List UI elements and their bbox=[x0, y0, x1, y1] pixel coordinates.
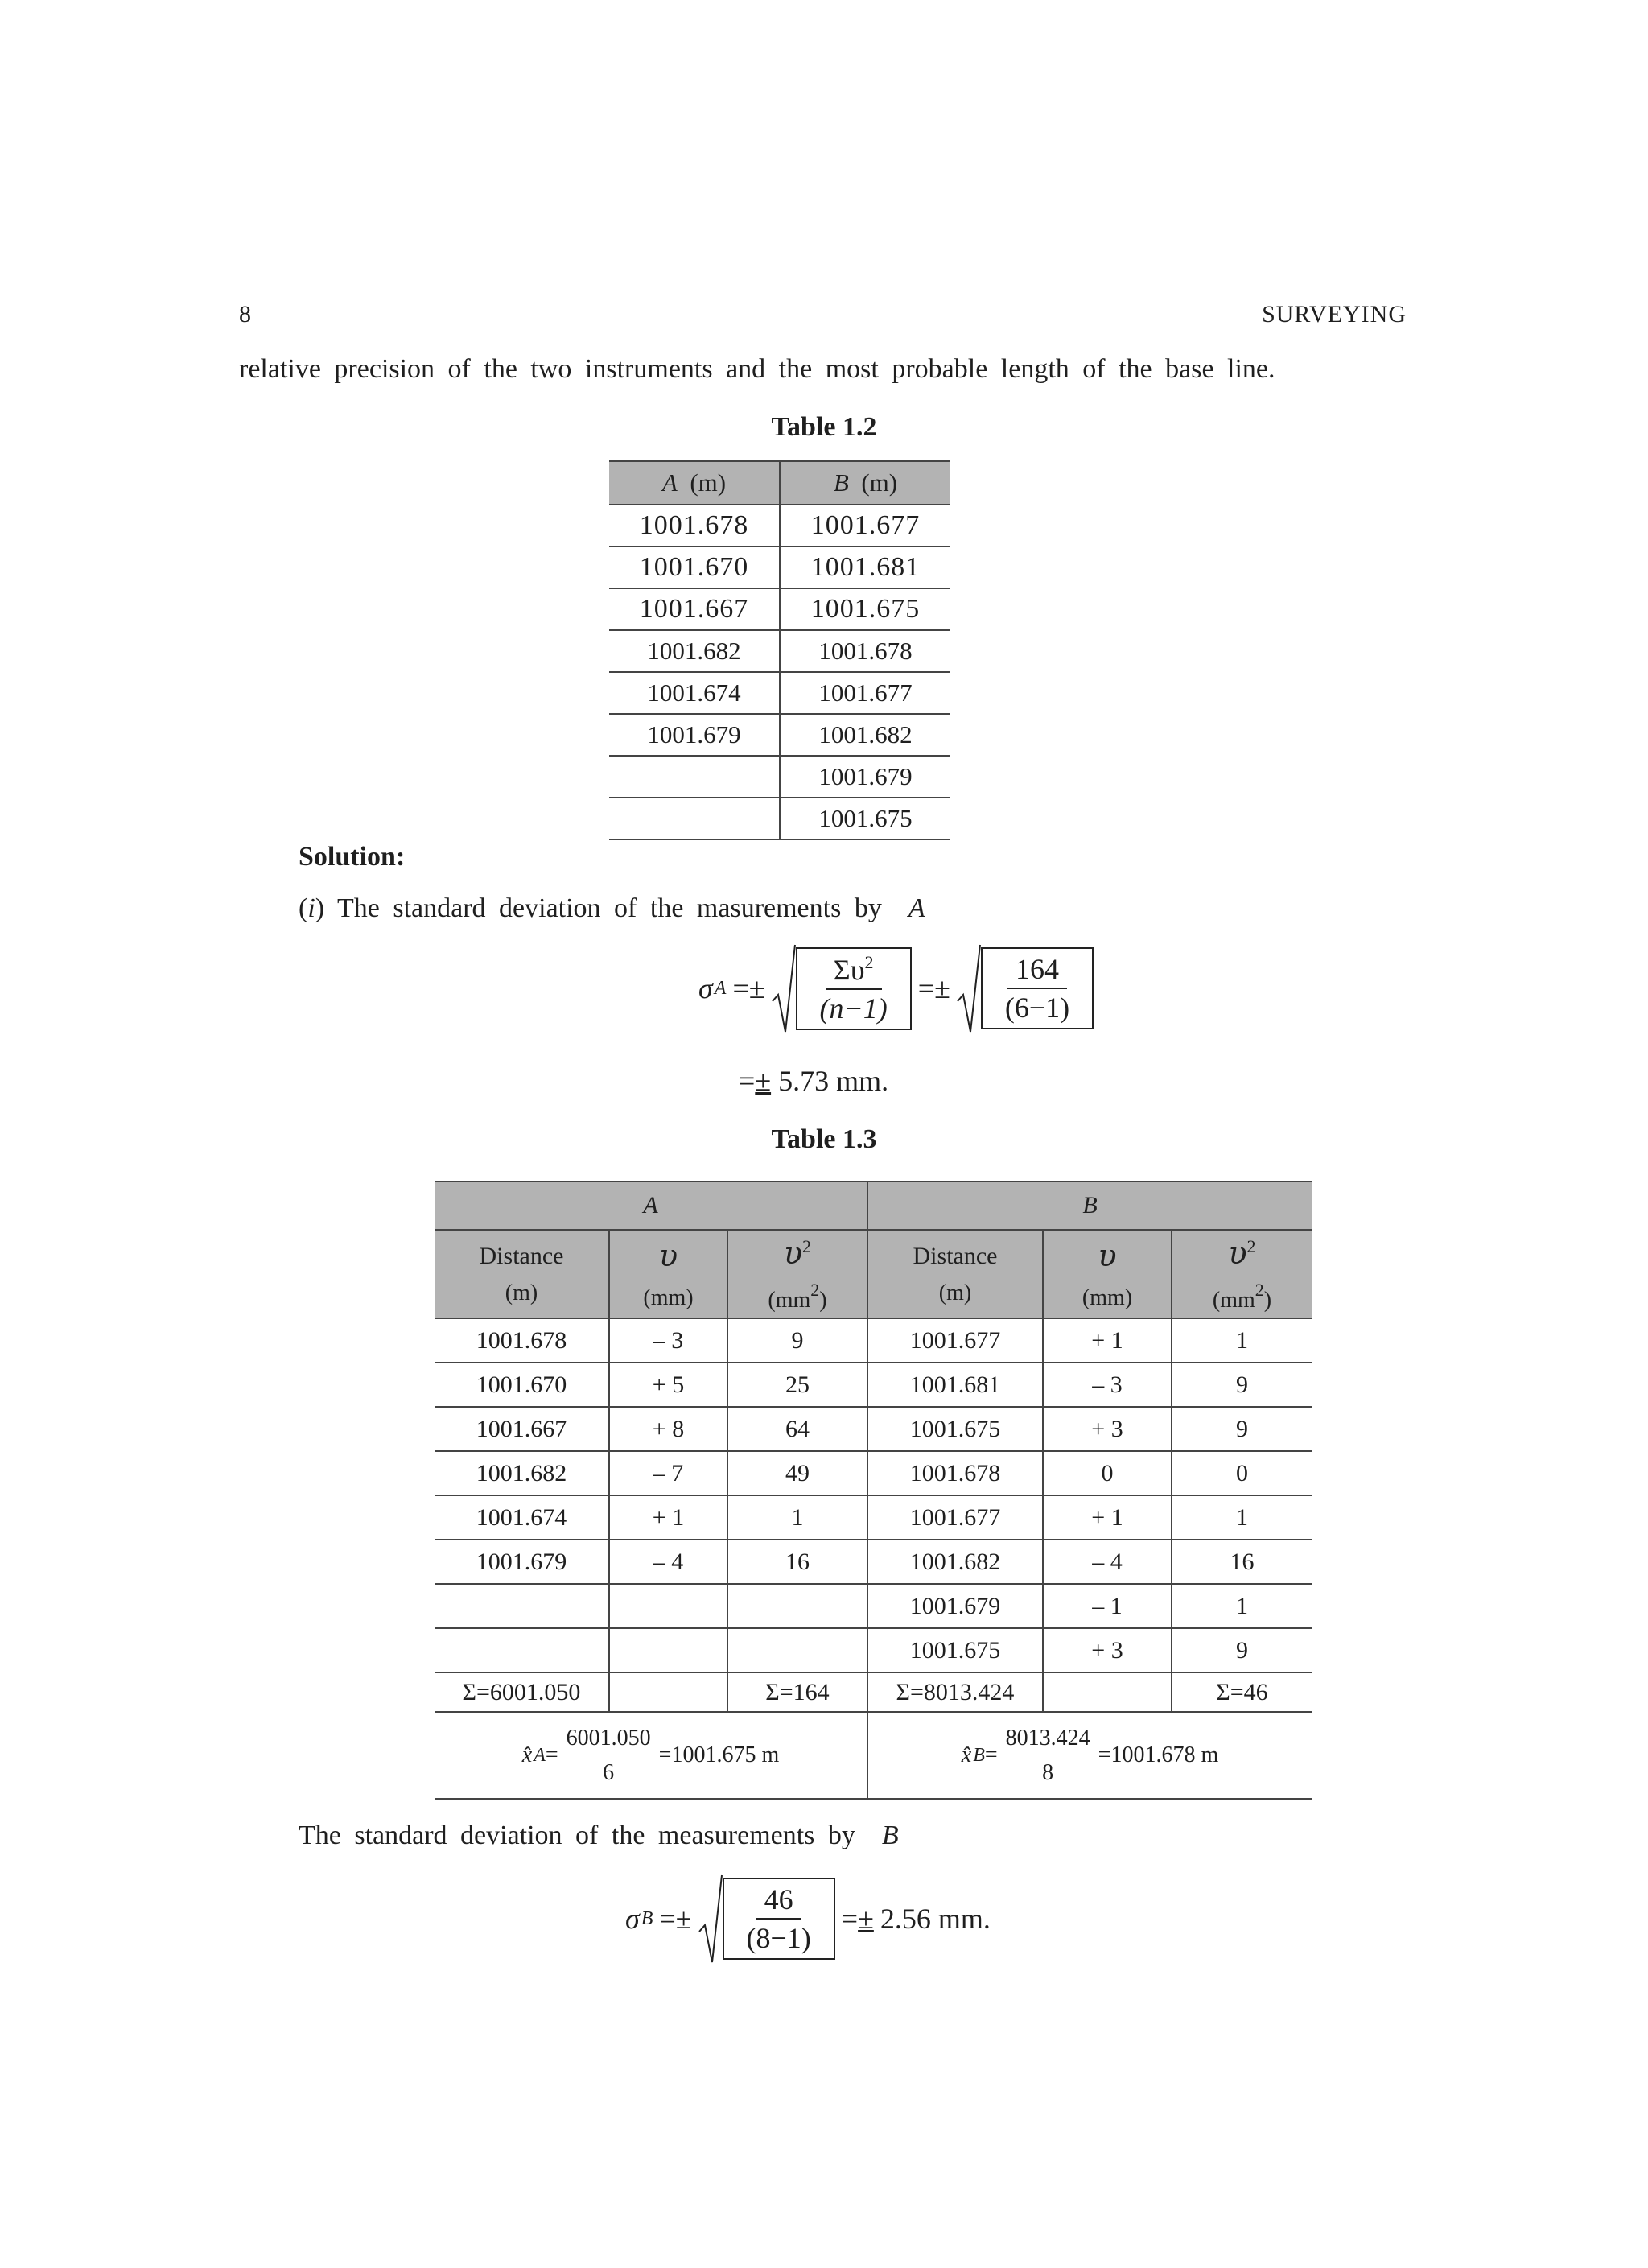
table-row: 1001.678 1001.677 bbox=[609, 505, 950, 546]
mean-a: x̂ A = $\frac{6001.050}{6}$ =1001.675 m bbox=[435, 1712, 867, 1799]
table-row: 1001.670 1001.681 bbox=[609, 546, 950, 588]
table-row: 1001.675 + 3 9 bbox=[435, 1628, 1312, 1672]
intro-paragraph: relative precision of the two instruments and the most probable length of the base line. bbox=[239, 354, 1275, 384]
sum-v2-b: Σ=46 bbox=[1172, 1672, 1312, 1712]
col-header-v-a: υ (mm) bbox=[609, 1230, 727, 1318]
col-header-v2-b: $\upsilon^2$ $(mm^2)$ bbox=[1172, 1230, 1312, 1318]
table-row: 1001.674 1001.677 bbox=[609, 672, 950, 714]
table-row: 1001.682 1001.678 bbox=[609, 630, 950, 672]
table-1-2 bbox=[609, 460, 950, 840]
table-row: 1001.667 1001.675 bbox=[609, 588, 950, 630]
group-header-a: A bbox=[435, 1181, 867, 1230]
col-header-v2-a: $\upsilon^2$ $(mm^2)$ bbox=[727, 1230, 867, 1318]
table-row: 1001.682 – 7 49 1001.678 0 0 bbox=[435, 1451, 1312, 1495]
mean-row bbox=[435, 1712, 1312, 1799]
col-header-distance-a: Distance (m) bbox=[435, 1230, 609, 1318]
sum-v2-a: Σ=164 bbox=[727, 1672, 867, 1712]
table-row: 1001.679 – 4 16 1001.682 – 4 16 bbox=[435, 1540, 1312, 1584]
table-row: 1001.679 – 1 1 bbox=[435, 1584, 1312, 1628]
formula-sigma-b: σ B =± $\frac{46}{(8-1)}$ =± 2.56 mm. bbox=[625, 1874, 991, 1964]
formula-sigma-a-result: = ± 5.73 mm. bbox=[739, 1065, 889, 1097]
col-header-v-b: υ (mm) bbox=[1043, 1230, 1172, 1318]
solution-heading: Solution: bbox=[299, 842, 406, 872]
table-row: 1001.670 + 5 25 1001.681 – 3 9 bbox=[435, 1363, 1312, 1407]
mean-b: x̂ B = $\frac{8013.424}{8}$ =1001.678 m bbox=[867, 1712, 1312, 1799]
sum-distance-a: Σ=6001.050 bbox=[435, 1672, 609, 1712]
sigma-b-statement: The standard deviation of the measurements by B bbox=[299, 1821, 899, 1850]
part-i-statement: (i) The standard deviation of the masurements by A bbox=[299, 893, 925, 923]
col-header-a: A (m) bbox=[609, 461, 780, 505]
table-row: 1001.678 – 3 9 1001.677 + 1 1 bbox=[435, 1318, 1312, 1363]
table-row: 1001.674 + 1 1 1001.677 + 1 1 bbox=[435, 1495, 1312, 1540]
table-row: 1001.679 bbox=[609, 756, 950, 798]
table-row: 1001.679 1001.682 bbox=[609, 714, 950, 756]
table-1-3 bbox=[435, 1181, 1312, 1800]
col-header-b: B (m) bbox=[780, 461, 950, 505]
group-header-b: B bbox=[867, 1181, 1312, 1230]
page-number: 8 bbox=[239, 301, 251, 328]
sum-row bbox=[435, 1672, 1312, 1712]
table-1-2-caption: Table 1.2 bbox=[771, 412, 877, 442]
table-1-3-caption: Table 1.3 bbox=[771, 1124, 877, 1154]
sum-distance-b: Σ=8013.424 bbox=[867, 1672, 1043, 1712]
formula-sigma-a: σ A =± $\frac{\Sigma\upsilon^2}{(n-1)}$ =± $\frac{164}{(6-1)}$ bbox=[698, 943, 1094, 1033]
running-title: SURVEYING bbox=[1262, 301, 1407, 328]
col-header-distance-b: Distance (m) bbox=[867, 1230, 1043, 1318]
table-row: 1001.675 bbox=[609, 798, 950, 839]
table-row: 1001.667 + 8 64 1001.675 + 3 9 bbox=[435, 1407, 1312, 1451]
